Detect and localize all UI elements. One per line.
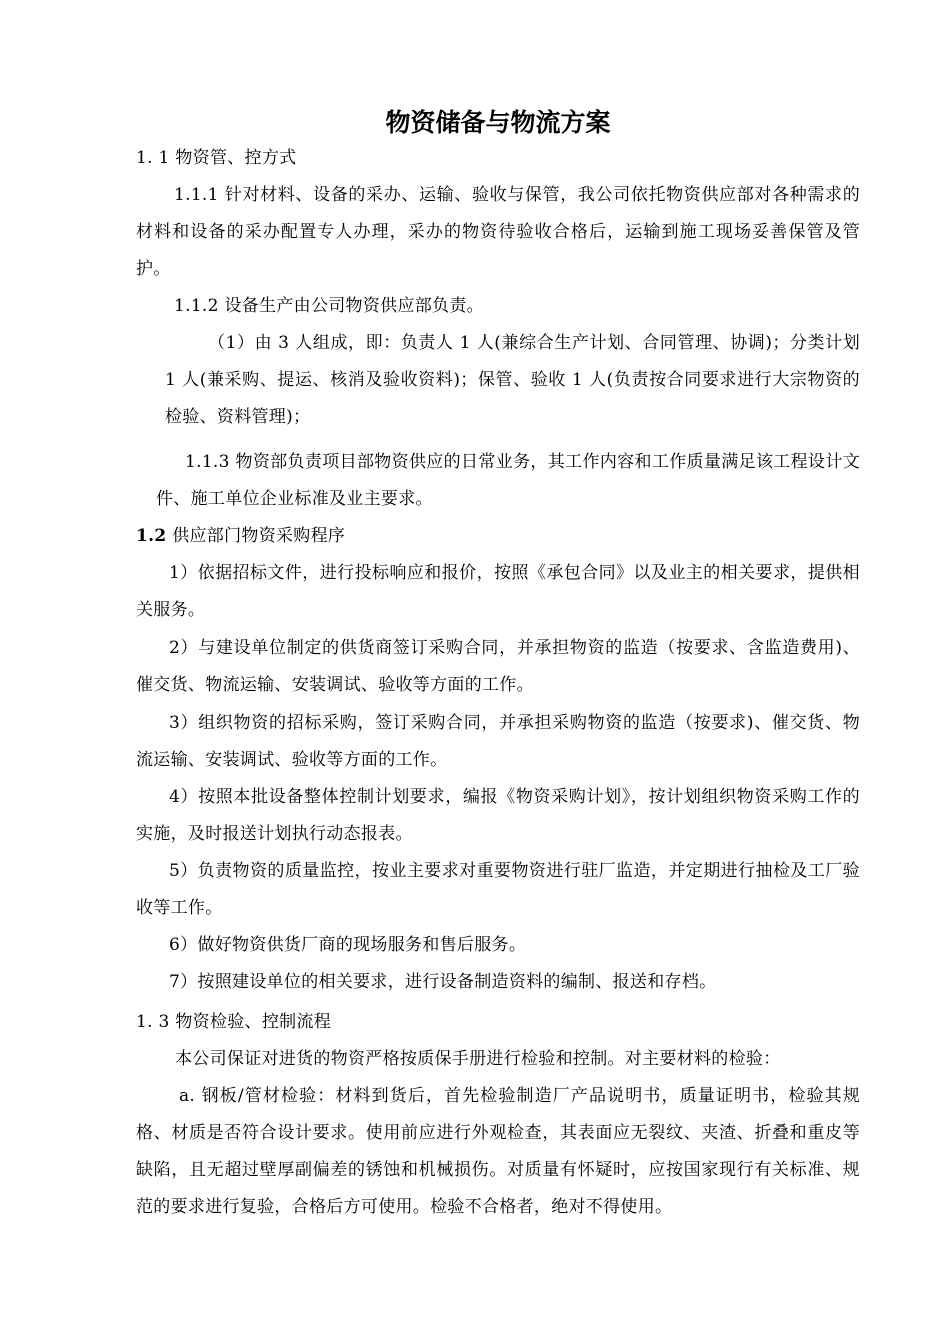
page-title: 物资储备与物流方案: [385, 108, 611, 137]
list-item-5: 5）负责物资的质量监控，按业主要求对重要物资进行驻厂监造，并定期进行抽检及工厂验收等工作。: [136, 861, 860, 918]
paragraph-1-3-steel-inspection: a. 钢板/管材检验：材料到货后，首先检验制造厂产品说明书，质量证明书，检验其规格、材质是否符合设计要求。使用前应进行外观检查，其表面应无裂纹、夹渣、折叠和重皮等缺陷，且无超过壁厚副偏差的锈蚀和机械损伤。对质量有怀疑时，应按国家现行有关标准、规范的要求进行复验，合格后方可使用。检验不合格者，绝对不得使用。: [136, 1086, 860, 1217]
list-item-6: 6）做好物资供货厂商的现场服务和售后服务。: [169, 935, 527, 955]
list-item-3: 3）组织物资的招标采购，签订采购合同，并承担采购物资的监造（按要求)、催交货、物流运输、安装调试、验收等方面的工作。: [136, 713, 860, 770]
paragraph-1-3-intro: 本公司保证对进货的物资严格按质保手册进行检验和控制。对主要材料的检验：: [175, 1049, 781, 1069]
section-heading-1-2: [136, 518, 866, 555]
list-item-1: 1）依据招标文件，进行投标响应和报价，按照《承包合同》以及业主的相关要求，提供相关服务。: [136, 563, 860, 620]
section-title-1-2: 供应部门物资采购程序: [166, 526, 346, 546]
list-item-4: 4）按照本批设备整体控制计划要求，编报《物资采购计划》，按计划组织物资采购工作的实施，及时报送计划执行动态报表。: [136, 787, 860, 844]
paragraph-1-1-3: 1.1.3 物资部负责项目部物资供应的日常业务，其工作内容和工作质量满足该工程设计文件、施工单位企业标准及业主要求。: [156, 452, 860, 509]
list-item-7: 7）按照建设单位的相关要求，进行设备制造资料的编制、报送和存档。: [169, 972, 717, 992]
paragraph-1-1-2: 1.1.2 设备生产由公司物资供应部负责。: [174, 296, 484, 316]
section-number-1-2: 1.2: [136, 526, 167, 546]
paragraph-1-1-1: 1.1.1 针对材料、设备的采办、运输、验收与保管，我公司依托物资供应部对各种需求的材料和设备的采办配置专人办理，采办的物资待验收合格后，运输到施工现场妥善保管及管护。: [136, 185, 860, 279]
section-heading-1-1: 1. 1 物资管、控方式: [136, 148, 297, 168]
list-item-2: 2）与建设单位制定的供货商签订采购合同，并承担物资的监造（按要求、含监造费用)、催交货、物流运输、安装调试、验收等方面的工作。: [136, 638, 860, 695]
section-heading-1-3: 1. 3 物资检验、控制流程: [136, 1012, 332, 1032]
paragraph-1-1-2-item-1: （1）由 3 人组成，即：负责人 1 人(兼综合生产计划、合同管理、协调)；分类计划 1 人(兼采购、提运、核消及验收资料)；保管、验收 1 人(负责按合同要求进行大宗物资的检验、资料管理)；: [165, 333, 860, 427]
